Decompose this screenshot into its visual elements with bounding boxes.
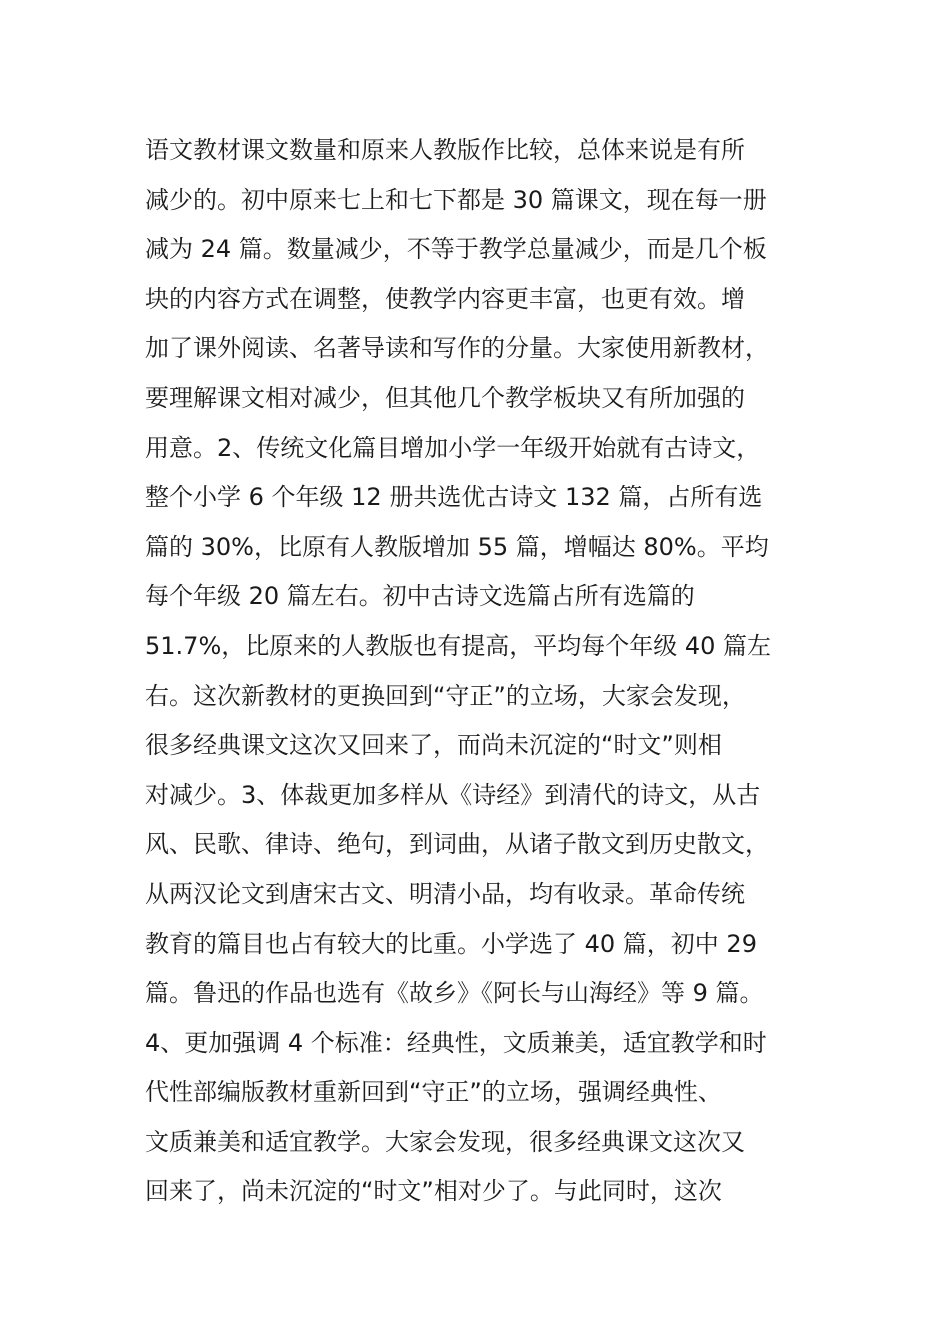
text-line-6: 要理解课文相对减少，但其他几个教学板块又有所加强的 xyxy=(145,383,745,412)
text-line-17: 教育的篇目也占有较大的比重。小学选了 40 篇，初中 29 xyxy=(145,929,757,958)
body-paragraph xyxy=(145,126,825,1217)
text-line-19: 4、更加强调 4 个标准：经典性，文质兼美，适宜教学和时 xyxy=(145,1028,767,1057)
text-line-18: 篇。鲁迅的作品也选有《故乡》《阿长与山海经》等 9 篇。 xyxy=(145,979,764,1008)
text-line-1: 语文教材课文数量和原来人教版作比较，总体来说是有所 xyxy=(145,136,745,164)
text-line-4: 块的内容方式在调整，使教学内容更丰富，也更有效。增 xyxy=(145,284,745,313)
text-line-12: 右。这次新教材的更换回到“守正”的立场，大家会发现， xyxy=(145,681,746,710)
text-line-14: 对减少。3、体裁更加多样从《诗经》到清代的诗文，从古 xyxy=(145,780,761,809)
text-line-22: 回来了，尚未沉淀的“时文”相对少了。与此同时，这次 xyxy=(145,1177,722,1206)
text-line-3: 减为 24 篇。数量减少，不等于教学总量减少，而是几个板 xyxy=(145,235,767,264)
text-line-11: 51.7%，比原来的人教版也有提高，平均每个年级 40 篇左 xyxy=(145,631,772,660)
text-line-20: 代性部编版教材重新回到“守正”的立场，强调经典性、 xyxy=(145,1078,722,1107)
text-line-13: 很多经典课文这次又回来了，而尚未沉淀的“时文”则相 xyxy=(145,731,722,760)
text-line-7: 用意。2、传统文化篇目增加小学一年级开始就有古诗文， xyxy=(145,433,761,462)
text-line-8: 整个小学 6 个年级 12 册共选优古诗文 132 篇，占所有选 xyxy=(145,483,763,512)
text-line-5: 加了课外阅读、名著导读和写作的分量。大家使用新教材， xyxy=(145,334,769,363)
text-line-9: 篇的 30%，比原有人教版增加 55 篇，增幅达 80%。平均 xyxy=(145,532,769,561)
text-line-2: 减少的。初中原来七上和七下都是 30 篇课文，现在每一册 xyxy=(145,185,767,214)
text-line-21: 文质兼美和适宜教学。大家会发现，很多经典课文这次又 xyxy=(145,1127,745,1156)
text-line-16: 从两汉论文到唐宋古文、明清小品，均有收录。革命传统 xyxy=(145,879,745,908)
text-line-10: 每个年级 20 篇左右。初中古诗文选篇占所有选篇的 xyxy=(145,582,695,611)
text-line-15: 风、民歌、律诗、绝句，到词曲，从诸子散文到历史散文， xyxy=(145,830,769,859)
